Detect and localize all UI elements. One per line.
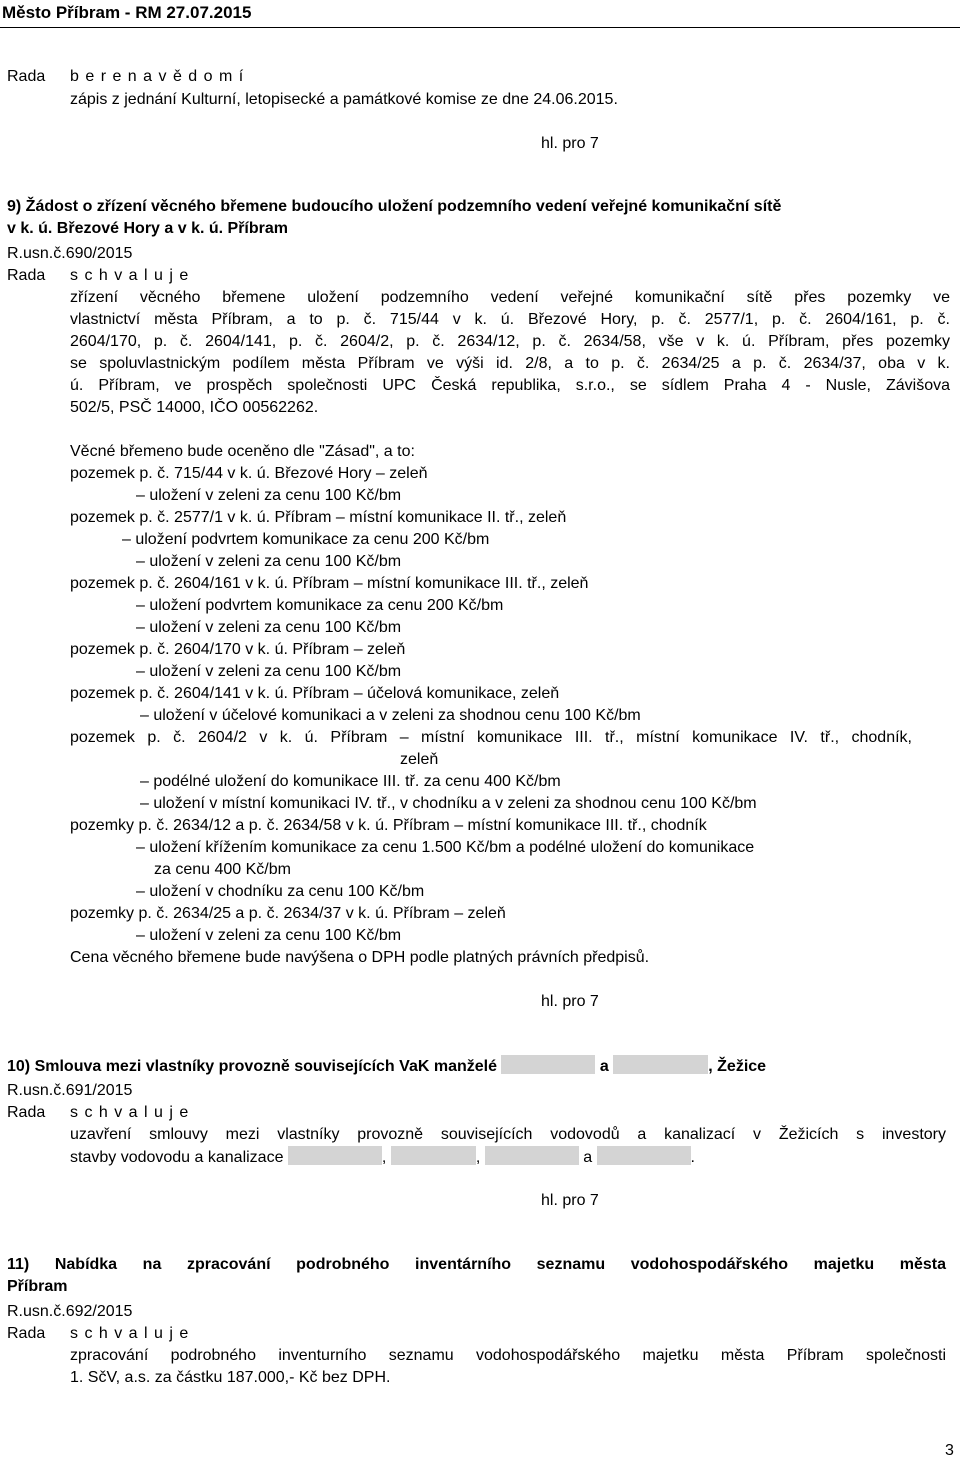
paragraph-text: stavby vodovodu a kanalizace [70,1149,284,1166]
price-line-cont: za cenu 400 Kč/bm [154,861,291,878]
valuation-intro: Věcné břemeno bude oceněno dle "Zásad", a to: [70,443,415,460]
comma: , [475,1149,481,1166]
parcel-line: pozemky p. č. 2634/12 a p. č. 2634/58 v k. ú. Příbram – místní komunikace III. tř., chodník [70,817,707,834]
paragraph-line: zřízení věcného břemene uložení podzemního vedení veřejné komunikační sítě přes pozemky ve [70,289,950,306]
price-line: – uložení v zeleni za cenu 100 Kč/bm [136,553,402,570]
conjunction: a [583,1149,593,1166]
section-10-title-text: 10) Smlouva mezi vlastníky provozně souvisejících VaK manželé [7,1058,497,1075]
paragraph-line: 1. SčV, a.s. za částku 187.000,- Kč bez DPH. [70,1369,391,1386]
parcel-line: pozemek p. č. 2604/2 v k. ú. Příbram – místní komunikace III. tř., místní komunikace IV. tř., chodník, [70,729,912,746]
parcel-line: pozemky p. č. 2634/25 a p. č. 2634/37 v k. ú. Příbram – zeleň [70,905,506,922]
section-10-title-and: a [599,1058,609,1075]
redaction-block [391,1146,476,1165]
comma: , [381,1149,387,1166]
section-11-title-cont: Příbram [7,1278,68,1295]
price-line: – uložení v účelové komunikaci a v zeleni za shodnou cenu 100 Kč/bm [140,707,641,724]
price-line: – uložení v místní komunikaci IV. tř., v chodníku a v zeleni za shodnou cenu 100 Kč/bm [140,795,757,812]
page-number: 3 [945,1442,954,1459]
redaction-block [613,1055,708,1074]
rada-label: Rada [7,68,46,85]
paragraph-line: 2604/170, p. č. 2604/141, p. č. 2604/2, p. č. 2634/12, p. č. 2634/58, vše v k. ú. Příbram, přes pozemky [70,333,950,350]
rada-label: Rada [7,1325,46,1342]
redaction-block [597,1146,691,1165]
price-line: – uložení v chodníku za cenu 100 Kč/bm [136,883,425,900]
resolution-number: R.usn.č.691/2015 [7,1082,133,1099]
price-line: – uložení podvrtem komunikace za cenu 200 Kč/bm [122,531,490,548]
vote-result: hl. pro 7 [541,1192,599,1209]
redaction-block [485,1146,579,1165]
parcel-line: pozemek p. č. 715/44 v k. ú. Březové Hory – zeleň [70,465,428,482]
paragraph-line: zpracování podrobného inventurního seznamu vodohospodářského majetku města Příbram společnosti [70,1347,946,1364]
rada-label: Rada [7,1104,46,1121]
resolution-text: zápis z jednání Kulturní, letopisecké a památkové komise ze dne 24.06.2015. [70,91,618,108]
parcel-line: pozemek p. č. 2604/141 v k. ú. Příbram – účelová komunikace, zeleň [70,685,560,702]
price-line: – uložení křížením komunikace za cenu 1.500 Kč/bm a podélné uložení do komunikace [136,839,755,856]
vote-result: hl. pro 7 [541,135,599,152]
paragraph-line: vlastnictví města Příbram, a to p. č. 715/44 v k. ú. Březové Hory, p. č. 2577/1, p. č. 2604/161, p. č. [70,311,950,328]
paragraph-line: uzavření smlouvy mezi vlastníky provozně souvisejících vodovodů a kanalizací v Žežicích s investory [70,1126,946,1143]
section-10-title [7,1055,766,1078]
price-line: – uložení v zeleni za cenu 100 Kč/bm [136,927,402,944]
section-10-title-end: , Žežice [708,1058,767,1075]
redaction-block [288,1146,382,1165]
section-11-title: 11) Nabídka na zpracování podrobného inventárního seznamu vodohospodářského majetku města [7,1256,946,1273]
header-divider [0,27,960,28]
price-line: – uložení podvrtem komunikace za cenu 200 Kč/bm [136,597,504,614]
paragraph-line [70,1146,695,1169]
section-9-title-cont: v k. ú. Březové Hory a v k. ú. Příbram [7,220,288,237]
section-9-title: 9) Žádost o zřízení věcného břemene budoucího uložení podzemního vedení veřejné komunikační sítě [7,198,782,215]
page-header-title: Město Příbram - RM 27.07.2015 [2,3,252,22]
verb-bere-na-vedomi: b e r e n a v ě d o m í [70,68,245,85]
rada-label: Rada [7,267,46,284]
price-line: – uložení v zeleni za cenu 100 Kč/bm [136,487,402,504]
vote-result: hl. pro 7 [541,993,599,1010]
vat-note: Cena věcného břemene bude navýšena o DPH podle platných právních předpisů. [70,949,650,966]
resolution-number: R.usn.č.690/2015 [7,245,133,262]
verb-schvaluje: s c h v a l u j e [70,267,190,284]
parcel-line: pozemek p. č. 2604/170 v k. ú. Příbram – zeleň [70,641,406,658]
price-line: – uložení v zeleni za cenu 100 Kč/bm [136,619,402,636]
price-line: – podélné uložení do komunikace III. tř. za cenu 400 Kč/bm [140,773,561,790]
resolution-number: R.usn.č.692/2015 [7,1303,133,1320]
verb-schvaluje: s c h v a l u j e [70,1325,190,1342]
paragraph-line: ú. Příbram, ve prospěch společnosti UPC Česká republika, s.r.o., se sídlem Praha 4 - Nusle, Závišova [70,377,950,394]
parcel-line-cont: zeleň [400,751,439,768]
verb-schvaluje: s c h v a l u j e [70,1104,190,1121]
parcel-line: pozemek p. č. 2604/161 v k. ú. Příbram – místní komunikace III. tř., zeleň [70,575,589,592]
period: . [690,1149,695,1166]
paragraph-line: se spoluvlastnickým podílem města Příbram ve výši id. 2/8, a to p. č. 2634/25 a p. č. 2634/37, oba v k. [70,355,950,372]
paragraph-line: 502/5, PSČ 14000, IČO 00562262. [70,399,319,416]
price-line: – uložení v zeleni za cenu 100 Kč/bm [136,663,402,680]
parcel-line: pozemek p. č. 2577/1 v k. ú. Příbram – místní komunikace II. tř., zeleň [70,509,567,526]
redaction-block [501,1055,595,1074]
